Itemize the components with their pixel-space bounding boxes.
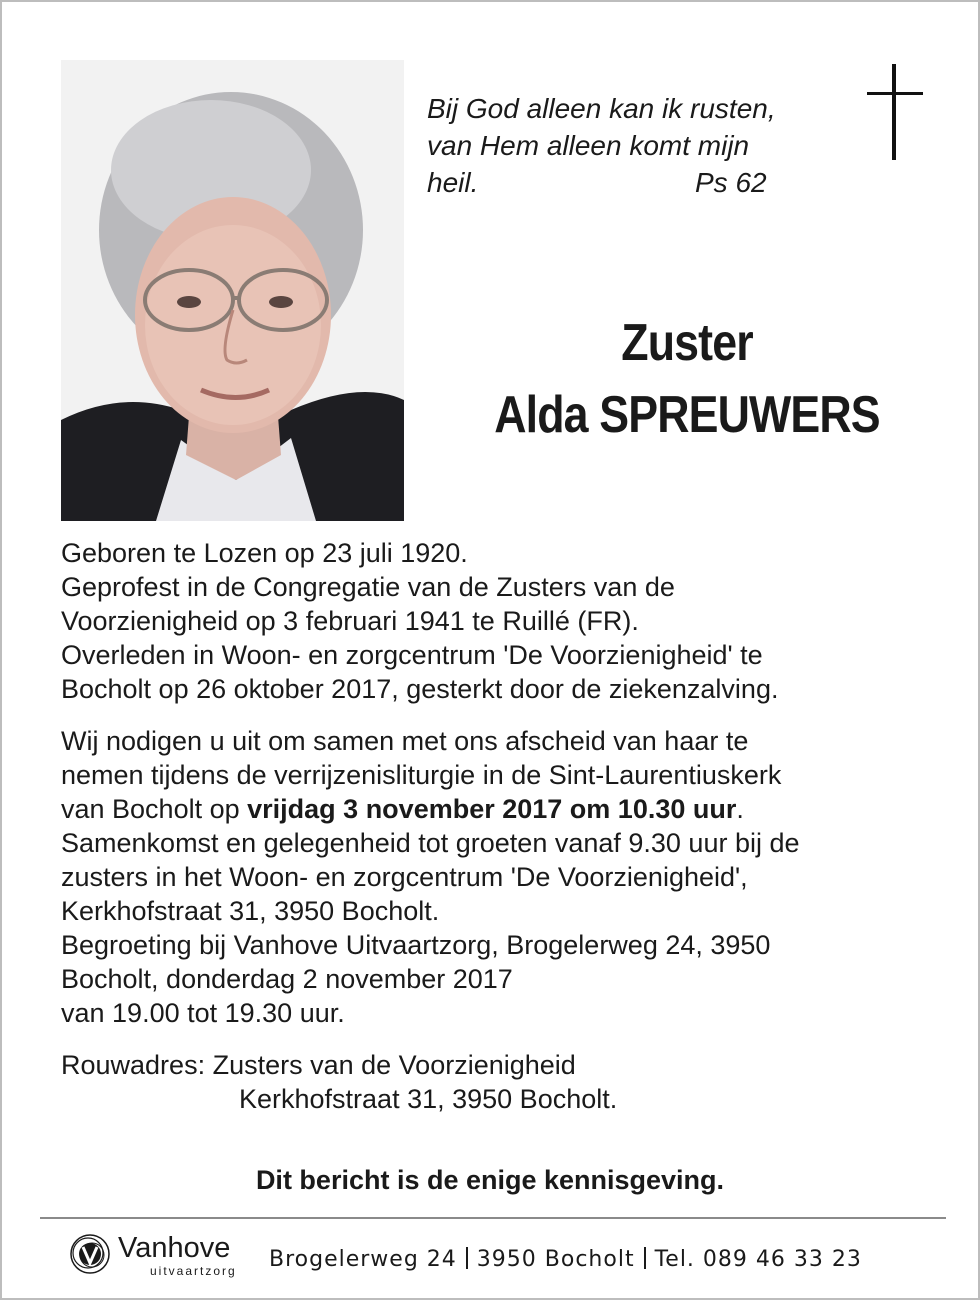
quote-line: Bij God alleen kan ik rusten, [427,93,776,124]
invitation-line: Samenkomst en gelegenheid tot groeten vanaf 9.30 uur bij de [61,828,800,858]
portrait-photo [61,60,404,521]
fact-line: Geprofest in de Congregatie van de Zusters van de [61,572,675,602]
mourning-address-street: Kerkhofstraat 31, 3950 Bocholt. [239,1084,618,1114]
logo-name: Vanhove [118,1232,231,1264]
logo-subtitle: uitvaartzorg [150,1264,237,1278]
footer-phone: Tel. 089 46 33 23 [654,1247,862,1272]
footer-divider [40,1217,946,1219]
invitation-line: Wij nodigen u uit om samen met ons afscheid van haar te [61,726,749,756]
invitation-line: zusters in het Woon- en zorgcentrum 'De Voorzienigheid', [61,862,748,892]
scripture-quote [427,90,827,201]
footer-contact [269,1247,862,1272]
name-title: Zuster [621,314,753,372]
mourning-address: Rouwadres: Zusters van de Voorzienigheid [61,1050,576,1080]
deceased-name [463,307,910,451]
vanhove-v-icon [66,1232,118,1276]
quote-line: van Hem alleen komt mijn [427,130,750,161]
name-full: Alda SPREUWERS [494,386,880,444]
invitation-line: van 19.00 tot 19.30 uur. [61,998,345,1028]
invitation-line: Kerkhofstraat 31, 3950 Bocholt. [61,896,440,926]
cross-icon [864,64,924,160]
footer-street: Brogelerweg 24 [269,1247,457,1272]
vanhove-logo [66,1230,256,1282]
quote-line: heil. [427,167,479,198]
notice-text: Dit bericht is de enige kennisgeving. [255,1165,725,1195]
announcement-text [61,536,941,1116]
invitation-line: van Bocholt op vrijdag 3 november 2017 om 10.30 uur. [61,794,744,824]
footer-city: 3950 Bocholt [476,1247,635,1272]
invitation-line: Bocholt, donderdag 2 november 2017 [61,964,513,994]
fact-line: Bocholt op 26 oktober 2017, gesterkt door de ziekenzalving. [61,674,779,704]
quote-reference: Ps 62 [695,167,767,198]
fact-line: Geboren te Lozen op 23 juli 1920. [61,538,468,568]
fact-line: Overleden in Woon- en zorgcentrum 'De Voorzienigheid' te [61,640,763,670]
fact-line: Voorzienigheid op 3 februari 1941 te Ruillé (FR). [61,606,639,636]
invitation-line: nemen tijdens de verrijzenisliturgie in de Sint-Laurentiuskerk [61,760,782,790]
funeral-datetime: vrijdag 3 november 2017 om 10.30 uur [247,794,737,824]
invitation-line: Begroeting bij Vanhove Uitvaartzorg, Brogelerweg 24, 3950 [61,930,771,960]
